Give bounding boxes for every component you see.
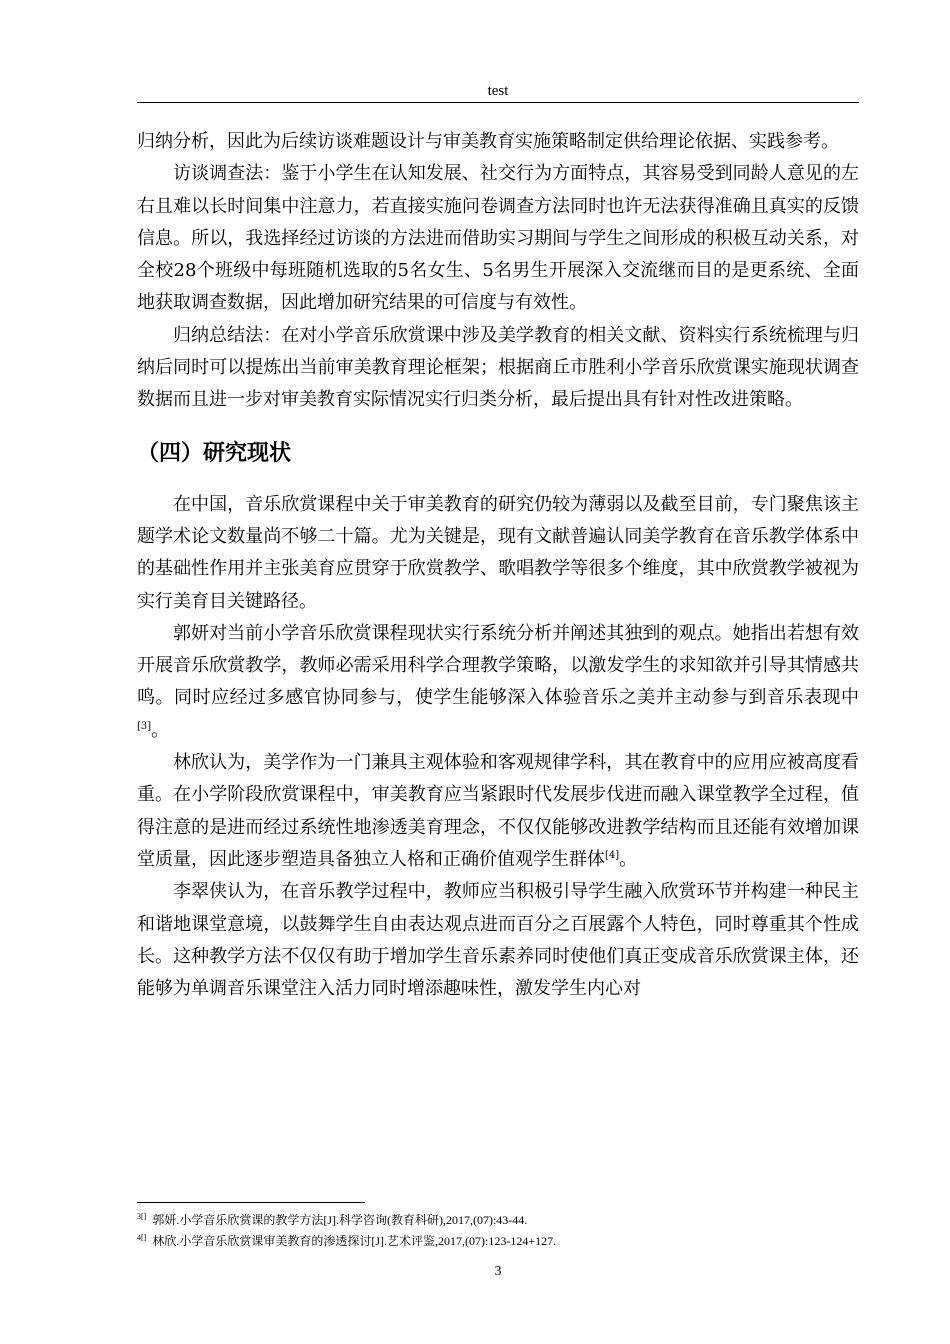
footnote-text: 郭妍.小学音乐欣赏课的教学方法[J].科学咨询(教育科研),2017,(07):43-44.	[152, 1213, 528, 1227]
footnote-text: 林欣.小学音乐欣赏课审美教育的渗透探讨[J].艺术评鉴,2017,(07):123-124+127.	[152, 1234, 557, 1248]
footnote-mark: 3[]	[137, 1212, 147, 1221]
paragraph-li-cuixia: 李翠侠认为，在音乐教学过程中，教师应当积极引导学生融入欣赏环节并构建一种民主和谐地课堂意境，以鼓舞学生自由表达观点进而百分之百展露个人特色，同时尊重其个性成长。这种教学方法不仅仅有助于增加学生音乐素养同时使他们真正变成音乐欣赏课主体，还能够为单调音乐课堂注入活力同时增添趣味性，激发学生内心对	[137, 881, 859, 1000]
footnote	[137, 1229, 859, 1250]
paragraph-text: 林欣认为，美学作为一门兼具主观体验和客观规律学科，其在教育中的应用应被高度看重。在小学阶段欣赏课程中，审美教育应当紧跟时代发展步伐进而融入课堂教学全过程，值得注意的是进而经过系统性地渗透美育理念，不仅仅能够改进教学结构而且还能有效增加课堂质量，因此逐步塑造具备独立人格和正确价值观学生群体	[137, 752, 859, 870]
footnotes	[137, 1208, 859, 1250]
page-header: test	[487, 83, 509, 99]
footnote-divider	[137, 1202, 365, 1203]
page-body	[137, 126, 859, 1005]
footnote	[137, 1208, 859, 1229]
header-divider	[137, 102, 859, 103]
paragraph-end: 。	[619, 848, 638, 870]
citation-ref[interactable]: [4]	[605, 849, 620, 861]
footnote-mark: 4[]	[137, 1233, 147, 1242]
paragraph-research-status: 在中国，音乐欣赏课程中关于审美教育的研究仍较为薄弱以及截至目前，专门聚焦该主题学术论文数量尚不够二十篇。尤为关键是，现有文献普遍认同美学教育在音乐教学体系中的基础性作用并主张美育应贯穿于欣赏教学、歌唱教学等很多个维度，其中欣赏教学被视为实行美育目关键路径。	[137, 493, 859, 612]
paragraph-end: 。	[151, 719, 170, 741]
paragraph-induction-method: 归纳总结法：在对小学音乐欣赏课中涉及美学教育的相关文献、资料实行系统梳理与归纳后同时可以提炼出当前审美教育理论框架；根据商丘市胜利小学音乐欣赏课实施现状调查数据而且进一步对审美教育实际情况实行归类分析，最后提出具有针对性改进策略。	[137, 324, 859, 411]
paragraph-continuation: 归纳分析，因此为后续访谈难题设计与审美教育实施策略制定供给理论依据、实践参考。	[137, 131, 839, 152]
paragraph-guo-yan	[137, 618, 859, 747]
paragraph-interview-method: 访谈调查法：鉴于小学生在认知发展、社交行为方面特点，其容易受到同龄人意见的左右且难以长时间集中注意力，若直接实施问卷调查方法同时也许无法获得准确且真实的反馈信息。所以，我选择经过访谈的方法进而借助实习期间与学生之间形成的积极互动关系，对全校28个班级中每班随机选取的5名女生、5名男生开展深入交流继而目的是更系统、全面地获取调查数据，因此增加研究结果的可信度与有效性。	[137, 163, 859, 314]
citation-ref[interactable]: [3]	[137, 720, 152, 732]
paragraph-lin-xin	[137, 747, 859, 876]
page-number: 3	[494, 1264, 502, 1279]
section-heading: （四）研究现状	[137, 440, 292, 466]
paragraph-text: 郭妍对当前小学音乐欣赏课程现状实行系统分析并阐述其独到的观点。她指出若想有效开展音乐欣赏教学，教师必需采用科学合理教学策略，以激发学生的求知欲并引导其情感共鸣。同时应经过多感官协同参与，使学生能够深入体验音乐之美并主动参与到音乐表现中	[137, 622, 859, 709]
